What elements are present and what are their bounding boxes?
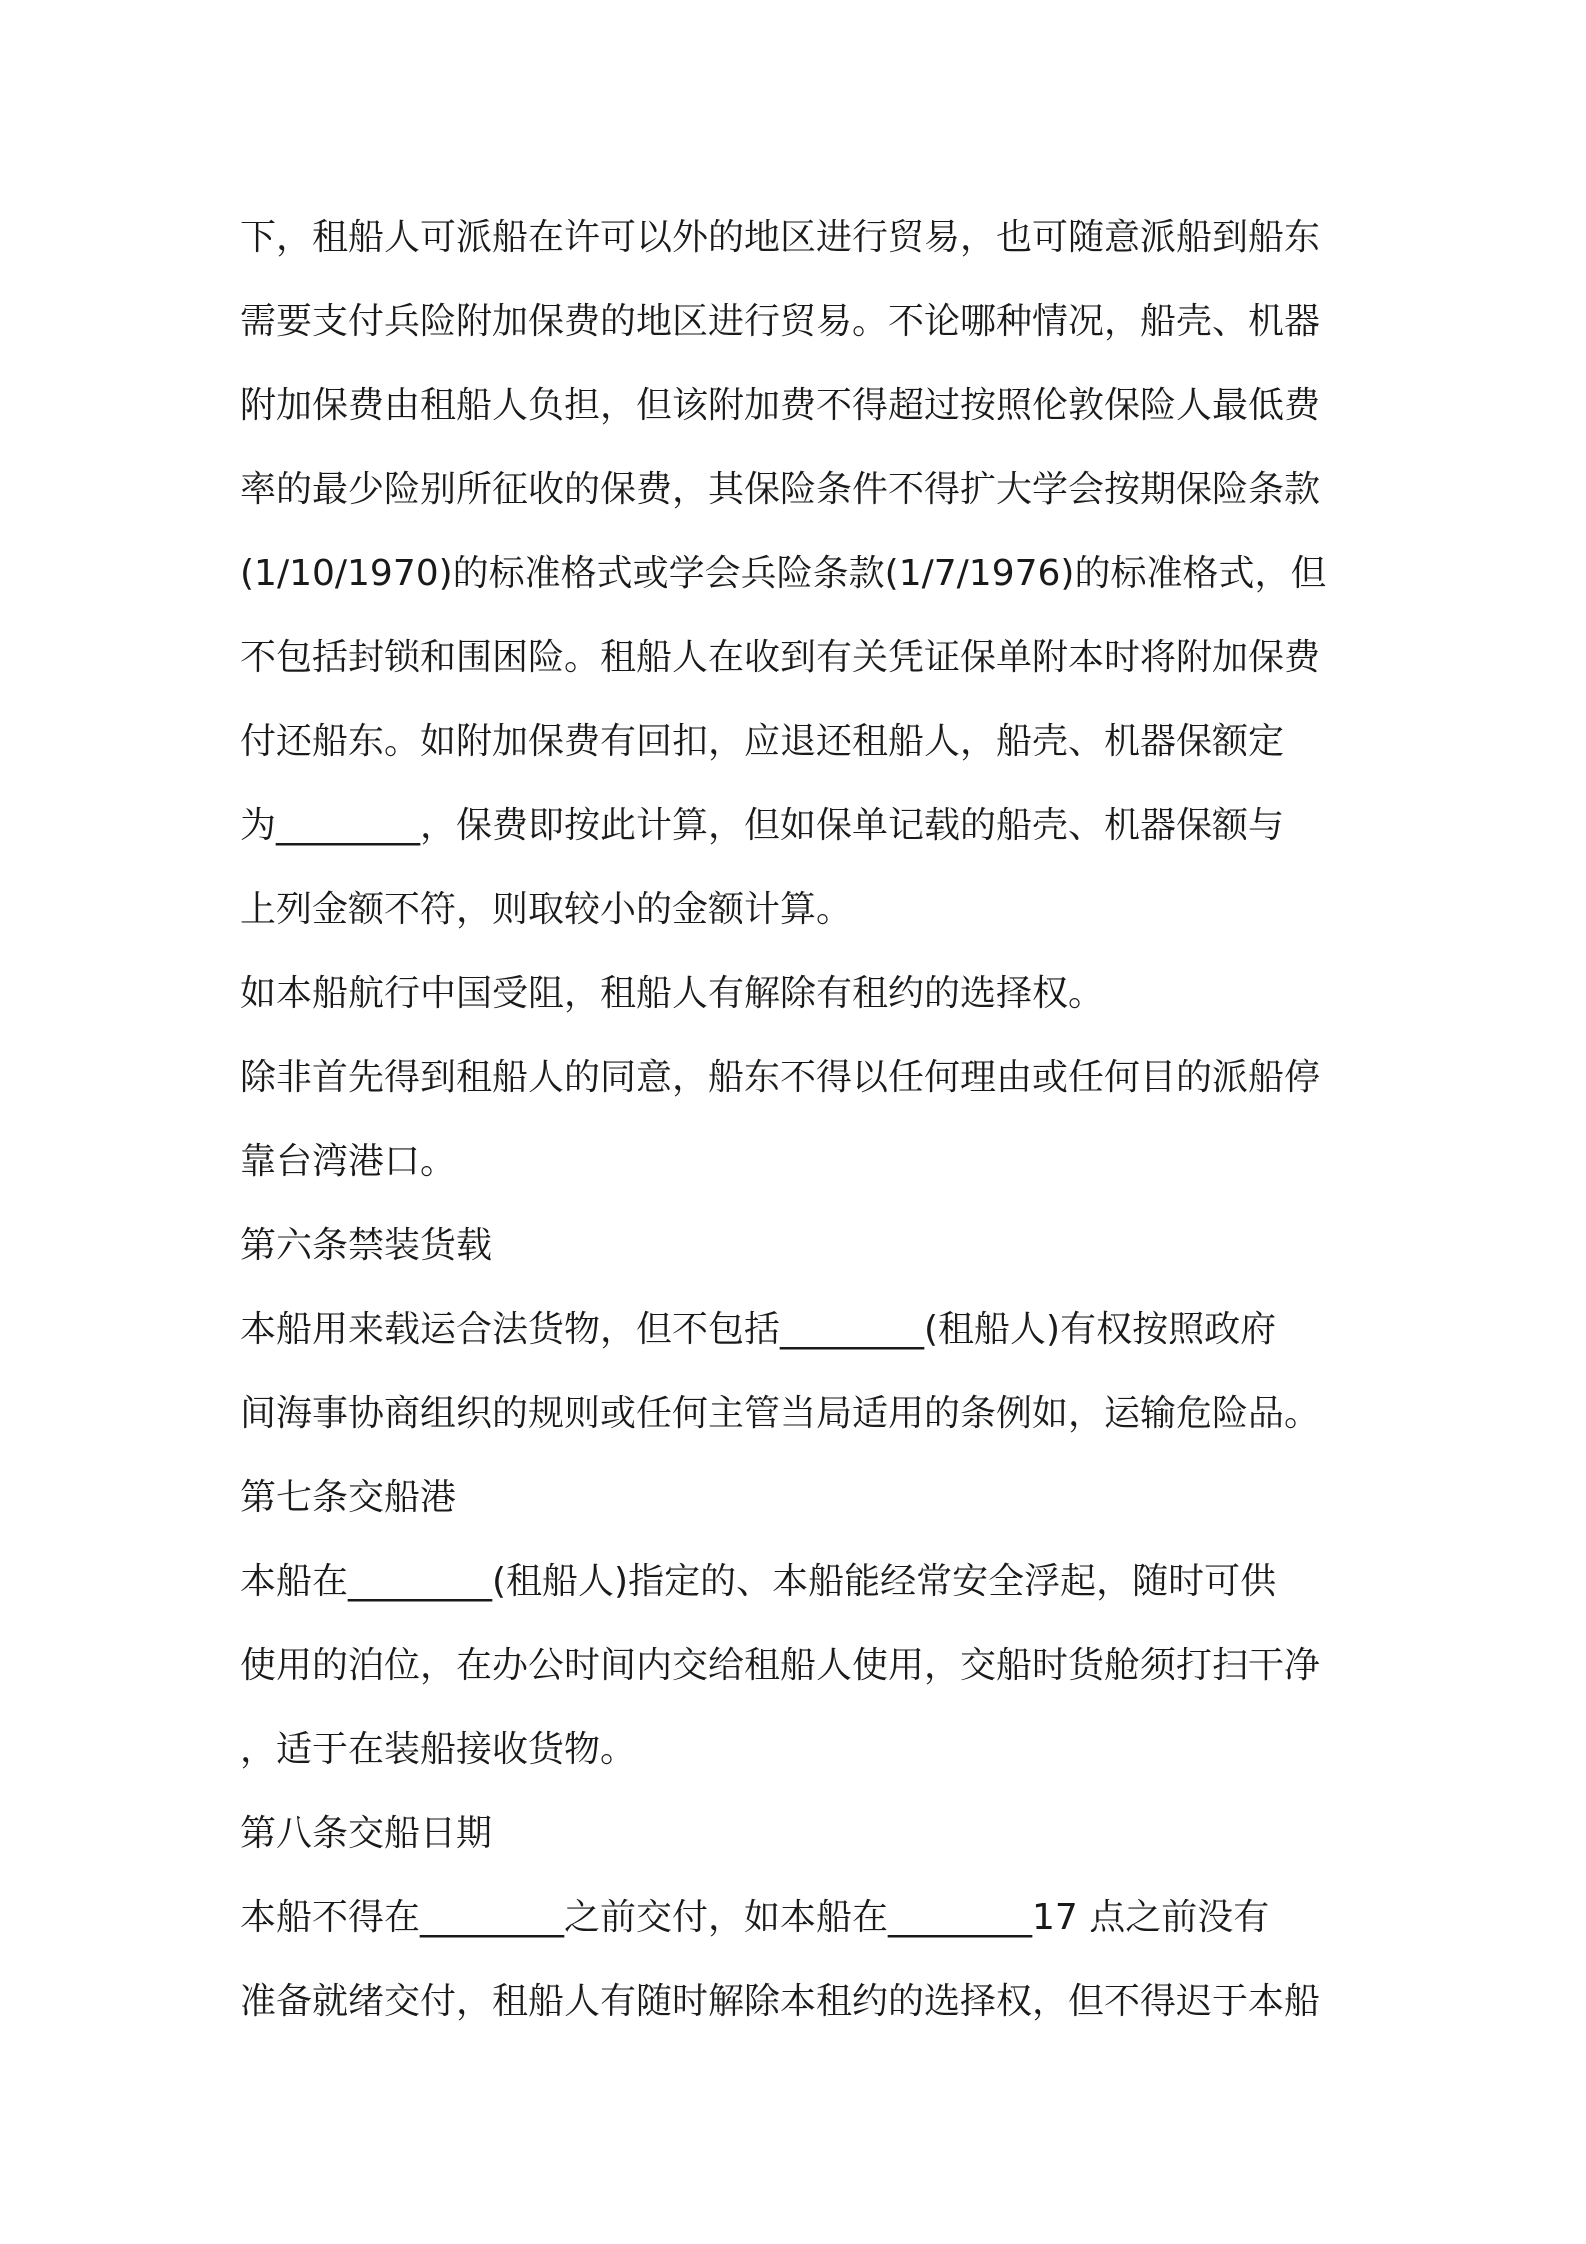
text-line: 本船不得在________之前交付，如本船在________17 点之前没有 <box>240 1897 1270 1938</box>
text-line: 间海事协商组织的规则或任何主管当局适用的条例如，运输危险品。 <box>240 1393 1321 1434</box>
text-line: 不包括封锁和围困险。租船人在收到有关凭证保单附本时将附加保费 <box>240 637 1321 678</box>
text-line: 本船用来载运合法货物，但不包括________(租船人)有权按照政府 <box>240 1309 1277 1350</box>
text-line: 下，租船人可派船在许可以外的地区进行贸易，也可随意派船到船东 <box>240 217 1321 258</box>
text-line: 如本船航行中国受阻，租船人有解除有租约的选择权。 <box>240 973 1105 1014</box>
text-line: 附加保费由租船人负担，但该附加费不得超过按照伦敦保险人最低费 <box>240 385 1321 426</box>
text-line: (1/10/1970)的标准格式或学会兵险条款(1/7/1976)的标准格式，但 <box>240 553 1327 594</box>
document-body <box>240 196 1360 2044</box>
text-line: 需要支付兵险附加保费的地区进行贸易。不论哪种情况，船壳、机器 <box>240 301 1321 342</box>
text-line: 使用的泊位，在办公时间内交给租船人使用，交船时货舱须打扫干净 <box>240 1645 1321 1686</box>
text-line: ，适于在装船接收货物。 <box>240 1729 637 1770</box>
section-heading-article-7: 第七条交船港 <box>240 1477 457 1518</box>
text-line: 准备就绪交付，租船人有随时解除本租约的选择权，但不得迟于本船 <box>240 1981 1321 2022</box>
text-line: 除非首先得到租船人的同意，船东不得以任何理由或任何目的派船停 <box>240 1057 1321 1098</box>
section-heading-article-8: 第八条交船日期 <box>240 1813 493 1854</box>
text-line: 靠台湾港口。 <box>240 1141 457 1182</box>
section-heading-article-6: 第六条禁装货载 <box>240 1225 493 1266</box>
text-line: 上列金额不符，则取较小的金额计算。 <box>240 889 853 930</box>
text-line: 付还船东。如附加保费有回扣，应退还租船人，船壳、机器保额定 <box>240 721 1285 762</box>
text-line: 为________，保费即按此计算，但如保单记载的船壳、机器保额与 <box>240 805 1285 846</box>
text-line: 率的最少险别所征收的保费，其保险条件不得扩大学会按期保险条款 <box>240 469 1321 510</box>
text-line: 本船在________(租船人)指定的、本船能经常安全浮起，随时可供 <box>240 1561 1277 1602</box>
